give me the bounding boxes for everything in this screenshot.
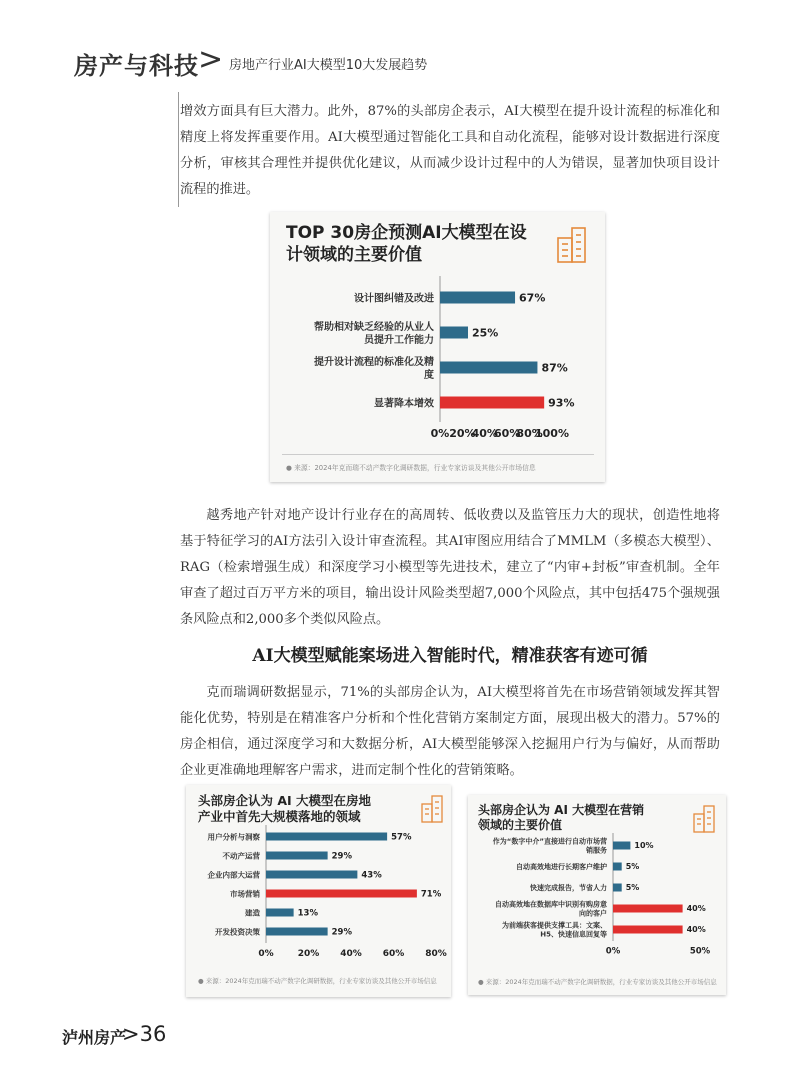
tick-label: 20% [297,949,320,959]
body-paragraph: 克而瑞调研数据显示，71%的头部房企认为，AI大模型将首先在市场营销领域发挥其智能化优势，特别是在精准客户分析和个性化营销方案制定方面，展现出极大的潜力。57%的房企相信，通过深度学习和大数据分析，AI大模型能够深入挖掘用户行为与偏好，从而帮助企业更准确地理解客户需求，进而定制个性化的营销策略。 [180,685,720,778]
bar [440,397,544,409]
tick-label: 80% [425,949,447,959]
category-label: 设计图纠错及改进 [354,293,434,305]
category-label: 提升设计流程的标准化及精 [314,356,434,368]
category-label: 帮助相对缺乏经验的从业人 [314,321,434,333]
tick-label: 60% [494,427,521,440]
section-title: 房产与科技 [74,52,199,80]
magazine-logo: 泸州房产 [62,1028,127,1047]
category-label: 建造 [245,908,260,918]
data-label: 29% [331,851,352,862]
tick-label: 80% [516,427,543,440]
chart-source: ● 来源：2024年克而瑞不动产数字化调研数据，行业专家访谈及其他公开市场信息 [478,978,717,986]
bar [613,926,683,934]
data-label: 67% [519,291,546,305]
section-heading: AI大模型赋能案场进入智能时代，精准获客有迹可循 [252,646,648,666]
chart-title: TOP 30房企预测AI大模型在设 计领域的主要价值 [286,223,527,265]
tick-label: 0% [430,427,450,440]
bar-chart-landing [186,825,451,975]
divider [282,454,594,455]
data-label: 40% [686,904,706,914]
data-label: 87% [541,361,568,375]
bar [266,909,294,917]
category-label: 为前端获客提供支撑工具：文案、 [502,921,607,930]
tick-label: 100% [535,427,569,440]
body-paragraph: 增效方面具有巨大潜力。此外，87%的头部房企表示，AI大模型在提升设计流程的标准化和精度上将发挥重要作用。AI大模型通过智能化工具和自动化流程，能够对设计数据进行深度分析，审核其合理性并提供优化建议，从而减少设计过程中的人为错误，显著加快项目设计流程的推进。 [180,104,720,197]
category-label: 作为“数字中介”直接进行自动市场营 [492,837,607,846]
page-number: >36 [122,1022,167,1046]
category-label: 自动高效地在数据库中识别有购房意 [495,900,607,909]
category-label: 开发投资决策 [215,927,260,937]
category-label: 快速完成报告，节省人力 [530,884,607,893]
category-label: 企业内部大运营 [207,870,260,880]
building-icon [556,224,588,264]
data-label: 5% [625,862,640,872]
bar-chart-marketing [468,833,726,973]
category-label: 显著降本增效 [374,398,434,410]
chart-card-landing-fields [186,785,451,997]
category-label: 用户分析与洞察 [207,832,260,842]
data-label: 13% [297,908,318,919]
category-label: 自动高效地进行长期客户维护 [516,863,607,872]
chart-card-marketing-value [468,795,726,995]
tick-label: 40% [471,427,498,440]
category-label: 员提升工作能力 [364,334,434,346]
data-label: 43% [361,870,382,881]
tick-label: 0% [605,946,621,957]
chart-source: ● 来源：2024年克而瑞不动产数字化调研数据，行业专家访谈及其他公开市场信息 [286,464,536,472]
bar [613,884,622,892]
tick-label: 60% [382,949,405,959]
chevron-right-icon: > [198,42,224,77]
data-label: 25% [472,326,499,340]
bar [440,327,468,339]
bar [613,905,683,913]
data-label: 40% [686,925,706,935]
category-label: 度 [424,369,434,381]
chart-source: ● 来源：2024年克而瑞不动产数字化调研数据，行业专家访谈及其他公开市场信息 [198,977,437,985]
data-label: 93% [548,396,575,410]
bar-chart-design [270,272,605,447]
tick-label: 0% [258,949,274,959]
bar [613,842,630,850]
category-label: 不动产运营 [222,851,260,861]
building-icon [420,793,444,823]
bar [613,863,622,871]
category-label: 市场营销 [230,889,260,899]
bar [266,833,387,841]
building-icon [692,803,716,833]
chart-card-design-value [270,212,605,482]
margin-rule [178,92,179,207]
data-label: 71% [420,889,442,900]
section-subtitle: 房地产行业AI大模型10大发展趋势 [229,58,428,73]
tick-label: 50% [689,946,711,957]
bar [266,871,357,879]
bar [266,928,328,936]
bar [440,362,537,374]
category-label: 销服务 [586,846,607,855]
data-label: 57% [391,832,412,843]
bar [266,890,417,898]
data-label: 5% [625,883,640,893]
body-paragraph: 越秀地产针对地产设计行业存在的高周转、低收费以及监管压力大的现状，创造性地将基于特征学习的AI方法引入设计审查流程。其AI审图应用结合了MMLM（多模态大模型）、RAG（检索增强生成）和深度学习小模型等先进技术，建立了“内审+封板”审查机制。全年审查了超过百万平方米的项目，输出设计风险类型超7,000个风险点，其中包括475个强规强条风险点和2,000多个类似风险点。 [180,508,720,627]
bar [266,852,328,860]
data-label: 29% [331,927,352,938]
bar [440,292,515,304]
chart-title: 头部房企认为 AI 大模型在房地 产业中首先大规模落地的领域 [198,793,372,824]
tick-label: 20% [449,427,476,440]
chart-title: 头部房企认为 AI 大模型在营销 领域的主要价值 [478,803,645,832]
tick-label: 40% [340,949,362,959]
data-label: 10% [634,841,654,851]
category-label: 向的客户 [579,909,607,918]
category-label: H5、快速信息回复等 [540,930,607,939]
